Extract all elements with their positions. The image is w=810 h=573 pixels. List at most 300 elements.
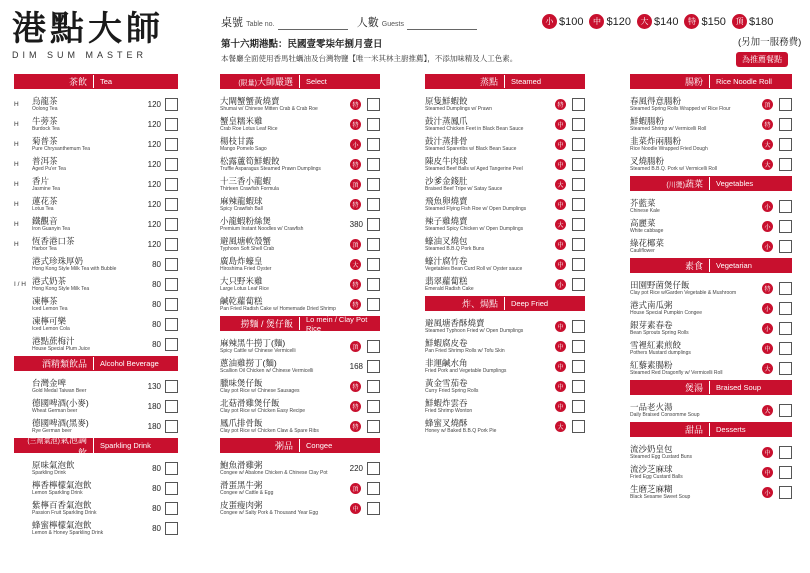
price-tier-icon: 大 — [350, 259, 361, 270]
order-checkbox[interactable] — [367, 298, 380, 311]
section-header — [220, 74, 380, 89]
price-tier-icon: 中 — [589, 14, 604, 29]
menu-item — [220, 294, 380, 314]
section-prefix: (川燙) — [666, 182, 685, 189]
guests-label: 人數 — [356, 17, 379, 29]
order-checkbox[interactable] — [572, 380, 585, 393]
menu-item — [14, 214, 178, 234]
order-checkbox[interactable] — [779, 158, 792, 171]
order-checkbox[interactable] — [165, 218, 178, 231]
menu-item — [220, 174, 380, 194]
table-number-field[interactable] — [278, 20, 348, 30]
price-tier-icon: 小 — [542, 14, 557, 29]
item-name-en: Burdock Tea — [32, 125, 60, 132]
item-name-en: Steamed B.B.Q. Pork w/ Vermicelli Roll — [630, 165, 717, 172]
order-checkbox[interactable] — [367, 118, 380, 131]
menu-item — [425, 274, 585, 294]
item-name: 非運鹹水角 — [425, 357, 468, 368]
order-checkbox[interactable] — [572, 360, 585, 373]
notice-line: 本餐廳全面使用香馬牡蠣油及台灣物鹽【唯一米其林主廚推薦】，不添加味精及人工色素。 — [221, 54, 518, 63]
menu-item — [630, 154, 792, 174]
item-name: 廣島炸蠔皇 — [220, 255, 263, 266]
item-names — [630, 360, 762, 377]
order-checkbox[interactable] — [779, 98, 792, 111]
order-checkbox[interactable] — [367, 138, 380, 151]
price-tier-value: $140 — [653, 15, 679, 28]
price-tier-icon: 中 — [555, 259, 566, 270]
menu-item — [14, 314, 178, 334]
order-checkbox[interactable] — [779, 118, 792, 131]
item-name-en: Aged Pu'er Tea — [32, 165, 66, 172]
item-price: 80 — [152, 463, 161, 473]
item-name: 避風塘軟殼蟹 — [220, 235, 272, 246]
table-label-en: Table no. — [246, 21, 275, 28]
item-name-en: Hiroshima Fried Oyster — [220, 265, 272, 272]
order-checkbox[interactable] — [367, 158, 380, 171]
item-name-en: Spicy Cattle w/ Chinese Vermicelli — [220, 347, 296, 354]
price-tier-icon: 大 — [762, 363, 773, 374]
section-title: 甜品 — [630, 423, 710, 436]
menu-item — [14, 416, 178, 436]
menu-item — [425, 336, 585, 356]
item-names — [630, 116, 762, 133]
item-price: 120 — [147, 179, 161, 189]
order-checkbox[interactable] — [367, 98, 380, 111]
price-tier-icon: 中 — [555, 401, 566, 412]
item-names — [630, 340, 762, 357]
table-guests-fields — [221, 14, 477, 30]
edition-line: 第十六期港點：民國壹零柒年捌月壹日 — [221, 39, 383, 50]
item-names — [32, 96, 137, 113]
item-price: 80 — [152, 279, 161, 289]
item-name-en: Large Lotus Leaf Rice — [220, 285, 269, 292]
item-names — [630, 402, 762, 419]
order-checkbox[interactable] — [367, 178, 380, 191]
menu-column-3 — [425, 72, 585, 436]
menu-item — [14, 174, 178, 194]
order-checkbox[interactable] — [165, 318, 178, 331]
price-tier-icon: 大 — [555, 219, 566, 230]
price-legend-item — [684, 14, 725, 29]
order-checkbox[interactable] — [165, 278, 178, 291]
item-names — [425, 156, 555, 173]
order-checkbox[interactable] — [572, 258, 585, 271]
section-title-en: Vegetarian — [716, 261, 752, 270]
item-names — [220, 500, 350, 517]
item-names — [220, 276, 350, 293]
item-price: 80 — [152, 523, 161, 533]
item-name: 鳳爪排骨飯 — [220, 417, 263, 428]
price-tier-icon: 頂 — [732, 14, 747, 29]
item-code: H — [14, 140, 19, 148]
menu-item — [425, 234, 585, 254]
item-name: 鼓汁蒸排骨 — [425, 135, 468, 146]
price-tier-icon: 特 — [350, 119, 361, 130]
menu-item — [425, 94, 585, 114]
item-name-en: Emerald Radish Cake — [425, 285, 474, 292]
price-tier-icon: 小 — [762, 201, 773, 212]
order-checkbox[interactable] — [165, 522, 178, 535]
table-label: 桌號 — [221, 17, 243, 29]
item-name-en: Chinese Kale — [630, 207, 660, 214]
menu-item — [425, 396, 585, 416]
item-names — [220, 236, 350, 253]
price-tier-icon: 大 — [555, 179, 566, 190]
item-name-en: Truffle Asparagus Steamed Prawn Dumplings — [220, 165, 321, 172]
item-name: 凍檸茶 — [32, 295, 58, 306]
item-name-en: Pan Fried Radish Cake w/ Homemade Dried Shrimp — [220, 305, 336, 312]
item-names — [220, 296, 350, 313]
item-name: 田園野菌煲仔飯 — [630, 279, 690, 290]
item-name: 翡翠蘿蔔糕 — [425, 275, 468, 286]
order-checkbox[interactable] — [165, 178, 178, 191]
menu-item — [425, 154, 585, 174]
service-charge: (另加一服務費) — [738, 37, 802, 48]
order-checkbox[interactable] — [367, 258, 380, 271]
item-names — [220, 116, 350, 133]
item-price: 120 — [147, 99, 161, 109]
item-price: 220 — [349, 463, 363, 473]
order-checkbox[interactable] — [165, 462, 178, 475]
menu-column-4 — [630, 72, 792, 502]
item-name-en: Premium Instant Noodles w/ Crawfish — [220, 225, 304, 232]
item-name-en: Harbor Tea — [32, 245, 57, 252]
order-checkbox[interactable] — [779, 322, 792, 335]
order-checkbox[interactable] — [165, 338, 178, 351]
guests-field[interactable] — [407, 20, 477, 30]
price-tier-icon: 中 — [762, 343, 773, 354]
order-checkbox[interactable] — [572, 340, 585, 353]
order-checkbox[interactable] — [779, 342, 792, 355]
menu-item — [220, 254, 380, 274]
price-tier-icon: 特 — [350, 421, 361, 432]
price-tier-icon: 大 — [762, 139, 773, 150]
section-title-en: Select — [306, 77, 327, 86]
order-checkbox[interactable] — [165, 502, 178, 515]
order-checkbox[interactable] — [367, 380, 380, 393]
order-checkbox[interactable] — [779, 362, 792, 375]
item-names — [425, 116, 555, 133]
item-name: 一品老火湯 — [630, 401, 673, 412]
menu-item — [220, 154, 380, 174]
order-checkbox[interactable] — [572, 198, 585, 211]
price-tier-icon: 特 — [684, 14, 699, 29]
item-price: 80 — [152, 483, 161, 493]
item-names — [220, 216, 339, 233]
item-price: 120 — [147, 199, 161, 209]
item-name-en: Steamed Beef Balls w/ Aged Tangerine Peel — [425, 165, 523, 172]
item-name-en: Steamed Spring Rolls Wrapped w/ Rice Flour — [630, 105, 731, 112]
price-legend-item — [589, 14, 630, 29]
item-name: 北菇滑雞煲仔飯 — [220, 397, 280, 408]
item-name-en: Iron Guanyin Tea — [32, 225, 70, 232]
order-checkbox[interactable] — [367, 340, 380, 353]
menu-item — [14, 376, 178, 396]
order-checkbox[interactable] — [779, 138, 792, 151]
item-name-en: Congee w/ Abalone Chicken & Chinese Clay Pot — [220, 469, 328, 476]
menu-item — [630, 482, 792, 502]
order-checkbox[interactable] — [165, 298, 178, 311]
section-title: (川燙)蔬菜 — [630, 177, 710, 190]
order-checkbox[interactable] — [165, 158, 178, 171]
item-name-en: Pure Chrysanthemum Tea — [32, 145, 90, 152]
item-names — [32, 418, 137, 435]
menu-item — [14, 154, 178, 174]
menu-item — [220, 336, 380, 356]
section-header — [630, 176, 792, 191]
item-names — [220, 176, 350, 193]
menu-item — [14, 458, 178, 478]
order-checkbox[interactable] — [165, 420, 178, 433]
item-name: 檸香檸檬氣泡飲 — [32, 479, 92, 490]
item-name-en: Hong Kong Style Milk Tea with Bubble — [32, 265, 117, 272]
menu-item — [14, 396, 178, 416]
order-checkbox[interactable] — [572, 178, 585, 191]
order-checkbox[interactable] — [779, 282, 792, 295]
order-checkbox[interactable] — [572, 118, 585, 131]
menu-item — [220, 376, 380, 396]
item-name-en: Rice Noodle Wrapped Fried Dough — [630, 145, 708, 152]
section-header — [630, 258, 792, 273]
price-tier-icon: 小 — [762, 323, 773, 334]
item-price: 120 — [147, 159, 161, 169]
menu-item — [630, 298, 792, 318]
item-names — [630, 238, 762, 255]
price-tier-icon: 特 — [555, 99, 566, 110]
item-name: 菊普茶 — [32, 135, 58, 146]
item-name: 滑蛋黑牛粥 — [220, 479, 263, 490]
item-name-en: Crab Roe Lotus Leaf Rice — [220, 125, 278, 132]
menu-item — [425, 316, 585, 336]
menu-item — [220, 356, 380, 376]
menu-item — [14, 478, 178, 498]
order-checkbox[interactable] — [572, 238, 585, 251]
menu-item — [220, 234, 380, 254]
item-name: 蔥油雞撈丁(麵) — [220, 357, 277, 368]
item-name: 鮮蝦炸雲吞 — [425, 397, 468, 408]
item-name-en: Clay pot Rice w/ Chicken Easy Recipe — [220, 407, 306, 414]
item-name: 麻辣黑牛撈丁(麵) — [220, 337, 286, 348]
order-checkbox[interactable] — [572, 400, 585, 413]
order-checkbox[interactable] — [572, 138, 585, 151]
price-tier-icon: 小 — [555, 279, 566, 290]
order-checkbox[interactable] — [367, 482, 380, 495]
item-names — [425, 256, 555, 273]
order-checkbox[interactable] — [367, 218, 380, 231]
order-checkbox[interactable] — [165, 380, 178, 393]
item-name: 黃金雪茄卷 — [425, 377, 468, 388]
section-header — [220, 438, 380, 453]
item-name: 銀芽素春卷 — [630, 319, 673, 330]
item-name-en: Iced Lemon Cola — [32, 325, 70, 332]
item-name: 高麗菜 — [630, 217, 656, 228]
item-names — [425, 236, 555, 253]
item-name-en: White cabbage — [630, 227, 664, 234]
price-tier-icon: 大 — [555, 421, 566, 432]
price-tier-icon: 中 — [555, 321, 566, 332]
section-header — [425, 296, 585, 311]
item-name-en: Fried Shrimp Wonton — [425, 407, 473, 414]
item-names — [32, 378, 137, 395]
item-name-en: Sparkling Drink — [32, 469, 66, 476]
order-checkbox[interactable] — [165, 198, 178, 211]
section-header — [630, 422, 792, 437]
item-name-en: Steamed B.B.Q Pork Buns — [425, 245, 485, 252]
order-checkbox[interactable] — [572, 278, 585, 291]
item-name: 皮蛋瘦肉粥 — [220, 499, 263, 510]
order-checkbox[interactable] — [367, 462, 380, 475]
order-checkbox[interactable] — [779, 220, 792, 233]
order-checkbox[interactable] — [779, 302, 792, 315]
item-names — [630, 300, 762, 317]
price-tier-icon: 中 — [555, 361, 566, 372]
item-name-en: Bean Sprouts Spring Rolls — [630, 329, 689, 336]
price-tier-icon: 小 — [350, 139, 361, 150]
menu-item — [14, 274, 178, 294]
item-name: 芥藍菜 — [630, 197, 656, 208]
menu-item — [14, 518, 178, 538]
order-checkbox[interactable] — [165, 482, 178, 495]
item-name: 台灣金啤 — [32, 377, 67, 388]
order-checkbox[interactable] — [779, 486, 792, 499]
order-checkbox[interactable] — [367, 278, 380, 291]
order-checkbox[interactable] — [779, 404, 792, 417]
order-checkbox[interactable] — [572, 320, 585, 333]
section-title-en: Vegetables — [716, 179, 754, 188]
menu-item — [630, 318, 792, 338]
price-tier-icon: 特 — [762, 119, 773, 130]
order-checkbox[interactable] — [367, 198, 380, 211]
item-names — [32, 116, 137, 133]
section-title-en: Deep Fried — [511, 299, 549, 308]
item-price: 180 — [147, 401, 161, 411]
order-checkbox[interactable] — [165, 98, 178, 111]
item-code: H — [14, 120, 19, 128]
item-code: H — [14, 200, 19, 208]
section-title-en: Desserts — [716, 425, 746, 434]
menu-item — [14, 134, 178, 154]
order-checkbox[interactable] — [165, 258, 178, 271]
menu-item — [220, 274, 380, 294]
order-checkbox[interactable] — [165, 138, 178, 151]
section-title-en: Tea — [100, 77, 113, 86]
menu-item — [220, 416, 380, 436]
section-title-en: Braised Soup — [716, 383, 762, 392]
item-name-en: Gold Medal Taiwan Beer — [32, 387, 87, 394]
order-checkbox[interactable] — [367, 502, 380, 515]
section-title: 茶飲 — [14, 75, 94, 88]
price-tier-icon: 中 — [555, 119, 566, 130]
item-names — [630, 280, 762, 297]
menu-column-2 — [220, 72, 380, 518]
order-checkbox[interactable] — [165, 238, 178, 251]
price-tier-icon: 大 — [762, 159, 773, 170]
item-name-en: House Special Pumpkin Congee — [630, 309, 702, 316]
item-name-en: Steamed Dumplings w/ Prawn — [425, 105, 492, 112]
item-name-en: Wheat German beer — [32, 407, 78, 414]
menu-item — [425, 214, 585, 234]
item-names — [32, 276, 137, 293]
item-names — [32, 176, 137, 193]
section-title: 煲湯 — [630, 381, 710, 394]
item-names — [425, 176, 555, 193]
section-title: 撈麵 / 煲仔飯 — [220, 317, 300, 330]
order-checkbox[interactable] — [572, 218, 585, 231]
price-legend-item — [637, 14, 678, 29]
item-names — [220, 338, 350, 355]
menu-item — [14, 114, 178, 134]
menu-item — [630, 462, 792, 482]
item-names — [425, 378, 555, 395]
price-tier-icon: 頂 — [350, 179, 361, 190]
item-name-en: Steamed Red Dragonfly w/ Vermicelli Roll — [630, 369, 723, 376]
menu-item — [220, 458, 380, 478]
order-checkbox[interactable] — [572, 158, 585, 171]
item-name-en: Steamed Typhoon Fried w/ Open Dumplings — [425, 327, 524, 334]
price-tier-icon: 特 — [350, 299, 361, 310]
item-name: 港式奶茶 — [32, 275, 67, 286]
menu-item — [630, 114, 792, 134]
item-names — [425, 418, 555, 435]
order-checkbox[interactable] — [572, 98, 585, 111]
menu-item — [220, 478, 380, 498]
item-names — [32, 460, 137, 477]
order-checkbox[interactable] — [367, 238, 380, 251]
section-title-en: Lo mein / Clay Pot Rice — [306, 314, 368, 333]
menu-item — [630, 358, 792, 378]
section-title-en: Rice Noodle Roll — [716, 77, 772, 86]
item-name: 鼓汁蒸鳳爪 — [425, 115, 468, 126]
menu-item — [630, 278, 792, 298]
price-tier-icon: 特 — [350, 99, 361, 110]
item-name: 蜂蜜叉燒酥 — [425, 417, 468, 428]
order-checkbox[interactable] — [367, 420, 380, 433]
price-tier-icon: 頂 — [350, 341, 361, 352]
menu-item — [220, 134, 380, 154]
order-checkbox[interactable] — [367, 360, 380, 373]
section-title: (三劑氣泡)氣泡調飲 — [14, 433, 94, 459]
item-name-en: Hong Kong Style Milk Tea — [32, 285, 90, 292]
order-checkbox[interactable] — [779, 200, 792, 213]
item-name: 松露蘆筍鮮蝦餃 — [220, 155, 280, 166]
order-checkbox[interactable] — [367, 400, 380, 413]
order-checkbox[interactable] — [779, 446, 792, 459]
item-name-en: Steamed Egg Custard Buns — [630, 453, 692, 460]
order-checkbox[interactable] — [572, 420, 585, 433]
item-names — [220, 378, 350, 395]
item-name-en: Congee w/ Cattle & Egg — [220, 489, 274, 496]
item-name-en: Scallion Oil Chicken w/ Chinese Vermicelli — [220, 367, 314, 374]
item-name-en: House Special Plum Juice — [32, 345, 91, 352]
item-name-en: Honey w/ Baked B.B.Q Pork Pie — [425, 427, 497, 434]
order-checkbox[interactable] — [165, 118, 178, 131]
order-checkbox[interactable] — [779, 240, 792, 253]
order-checkbox[interactable] — [779, 466, 792, 479]
price-tier-icon: 頂 — [762, 99, 773, 110]
menu-item — [630, 442, 792, 462]
order-checkbox[interactable] — [165, 400, 178, 413]
item-names — [425, 358, 555, 375]
section-header — [630, 74, 792, 89]
price-tier-icon: 中 — [762, 447, 773, 458]
price-tier-icon: 特 — [350, 279, 361, 290]
item-name: 叉燒腸粉 — [630, 155, 665, 166]
menu-item — [630, 94, 792, 114]
item-name: 蟹皇糯米雞 — [220, 115, 263, 126]
item-names — [32, 398, 137, 415]
menu-item — [425, 254, 585, 274]
item-name-en: Fried Pork and Vegetable Dumplings — [425, 367, 507, 374]
